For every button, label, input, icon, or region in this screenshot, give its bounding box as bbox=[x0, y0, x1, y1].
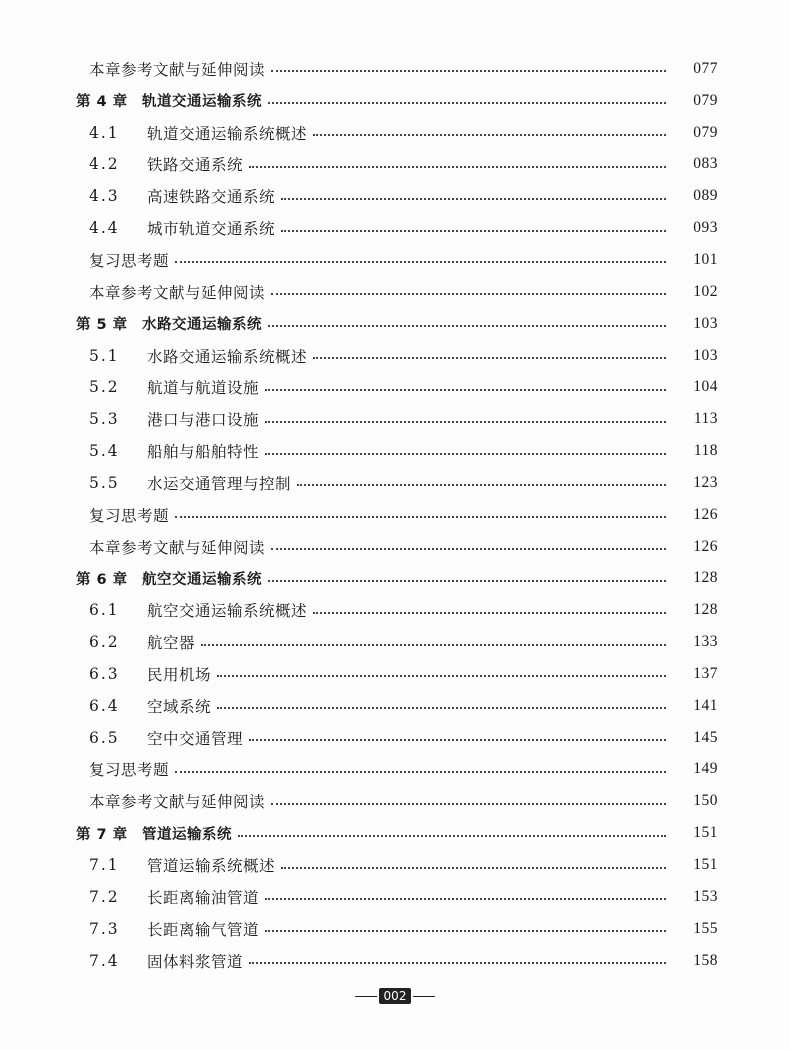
toc-entry-heading bbox=[0, 758, 169, 780]
toc-page-number: 083 bbox=[693, 155, 718, 173]
dot-leader bbox=[265, 420, 666, 423]
section-number: 6.3 bbox=[89, 664, 120, 683]
toc-chapter-row[interactable] bbox=[0, 817, 790, 849]
toc-page-number: 123 bbox=[693, 473, 718, 491]
toc-page-number: 103 bbox=[693, 346, 718, 364]
dot-leader bbox=[217, 674, 666, 677]
dot-leader bbox=[271, 547, 666, 550]
toc-page-number: 089 bbox=[693, 187, 718, 205]
toc-page-number: 103 bbox=[693, 314, 718, 332]
toc-entry-title: 本章参考文献与延伸阅读 bbox=[89, 538, 266, 557]
table-of-contents bbox=[0, 53, 790, 976]
toc-entry-title: 航空器 bbox=[147, 634, 196, 653]
toc-section-row[interactable] bbox=[0, 149, 790, 181]
toc-extra-row[interactable] bbox=[0, 276, 790, 308]
toc-section-row[interactable] bbox=[0, 117, 790, 149]
toc-page-number: 137 bbox=[693, 664, 718, 682]
section-number: 7.1 bbox=[89, 856, 120, 875]
toc-entry-heading bbox=[0, 313, 262, 334]
dot-leader bbox=[268, 101, 666, 104]
toc-entry-heading bbox=[0, 58, 265, 80]
toc-entry-heading bbox=[0, 345, 307, 367]
toc-entry-title: 水路交通运输系统 bbox=[142, 317, 262, 334]
toc-page-number: 149 bbox=[693, 760, 718, 778]
toc-entry-title: 船舶与船舶特性 bbox=[147, 443, 260, 462]
toc-page-number: 141 bbox=[693, 696, 718, 714]
toc-entry-heading bbox=[0, 185, 275, 207]
toc-entry-heading bbox=[0, 153, 243, 175]
footer-rule-left bbox=[355, 996, 377, 997]
toc-entry-title: 复习思考题 bbox=[89, 251, 170, 270]
toc-entry-title: 水运交通管理与控制 bbox=[147, 474, 292, 493]
toc-entry-heading bbox=[0, 599, 307, 621]
toc-page-number: 101 bbox=[693, 250, 718, 268]
chapter-label: 第 5 章 bbox=[76, 317, 128, 334]
toc-entry-heading bbox=[0, 376, 259, 398]
toc-entry-title: 空域系统 bbox=[147, 697, 212, 716]
section-number: 7.4 bbox=[89, 951, 120, 970]
toc-page-number: 155 bbox=[693, 919, 718, 937]
toc-section-row[interactable] bbox=[0, 945, 790, 977]
toc-entry-heading bbox=[0, 408, 259, 430]
toc-entry-title: 管道运输系统概述 bbox=[147, 857, 276, 876]
dot-leader bbox=[175, 515, 666, 518]
dot-leader bbox=[265, 388, 666, 391]
toc-entry-title: 固体料浆管道 bbox=[147, 952, 244, 971]
dot-leader bbox=[313, 611, 666, 614]
section-number: 4.4 bbox=[89, 219, 120, 238]
toc-section-row[interactable] bbox=[0, 403, 790, 435]
toc-extra-row[interactable] bbox=[0, 244, 790, 276]
toc-extra-row[interactable] bbox=[0, 531, 790, 563]
toc-entry-heading bbox=[0, 663, 211, 685]
dot-leader bbox=[265, 897, 666, 900]
toc-page-number: 077 bbox=[693, 59, 718, 77]
toc-page-number: 153 bbox=[693, 887, 718, 905]
section-number: 5.5 bbox=[89, 473, 120, 492]
toc-entry-title: 轨道交通运输系统概述 bbox=[147, 124, 308, 143]
toc-entry-title: 本章参考文献与延伸阅读 bbox=[89, 283, 266, 302]
toc-entry-title: 本章参考文献与延伸阅读 bbox=[89, 793, 266, 812]
toc-entry-heading bbox=[0, 950, 243, 972]
toc-entry-title: 轨道交通运输系统 bbox=[142, 94, 262, 111]
toc-entry-heading bbox=[0, 504, 169, 526]
chapter-label: 第 6 章 bbox=[76, 571, 128, 588]
toc-chapter-row[interactable] bbox=[0, 85, 790, 117]
toc-section-row[interactable] bbox=[0, 881, 790, 913]
toc-entry-heading bbox=[0, 440, 259, 462]
toc-page-number: 150 bbox=[693, 792, 718, 810]
dot-leader bbox=[281, 866, 666, 869]
toc-page-number: 118 bbox=[693, 442, 718, 460]
footer-rule-right bbox=[413, 996, 435, 997]
toc-page-number: 133 bbox=[693, 633, 718, 651]
toc-entry-heading bbox=[0, 918, 259, 940]
toc-page-number: 128 bbox=[693, 601, 718, 619]
section-number: 5.4 bbox=[89, 442, 120, 461]
toc-section-row[interactable] bbox=[0, 913, 790, 945]
dot-leader bbox=[265, 452, 666, 455]
toc-page-number: 093 bbox=[693, 219, 718, 237]
toc-section-row[interactable] bbox=[0, 467, 790, 499]
toc-entry-title: 航空交通运输系统 bbox=[142, 571, 262, 588]
section-number: 6.1 bbox=[89, 601, 120, 620]
section-number: 6.2 bbox=[89, 633, 120, 652]
page-footer bbox=[0, 987, 790, 1005]
toc-entry-heading bbox=[0, 727, 243, 749]
toc-section-row[interactable] bbox=[0, 180, 790, 212]
toc-entry-title: 港口与港口设施 bbox=[147, 411, 260, 430]
toc-page-number: 113 bbox=[693, 410, 718, 428]
toc-entry-title: 本章参考文献与延伸阅读 bbox=[89, 60, 266, 79]
dot-leader bbox=[271, 69, 666, 72]
toc-entry-title: 复习思考题 bbox=[89, 761, 170, 780]
chapter-label: 第 7 章 bbox=[76, 826, 128, 843]
dot-leader bbox=[238, 834, 666, 837]
dot-leader bbox=[297, 483, 666, 486]
toc-entry-heading bbox=[0, 90, 262, 111]
dot-leader bbox=[268, 579, 666, 582]
toc-extra-row[interactable] bbox=[0, 499, 790, 531]
toc-section-row[interactable] bbox=[0, 722, 790, 754]
dot-leader bbox=[313, 356, 666, 359]
toc-section-row[interactable] bbox=[0, 435, 790, 467]
toc-page-number: 158 bbox=[693, 951, 718, 969]
section-number: 7.2 bbox=[89, 887, 120, 906]
toc-entry-heading bbox=[0, 281, 265, 303]
toc-page-number: 145 bbox=[693, 728, 718, 746]
toc-entry-heading bbox=[0, 886, 259, 908]
toc-section-row[interactable] bbox=[0, 626, 790, 658]
toc-extra-row[interactable] bbox=[0, 785, 790, 817]
toc-section-row[interactable] bbox=[0, 658, 790, 690]
toc-entry-title: 空中交通管理 bbox=[147, 729, 244, 748]
toc-entry-title: 城市轨道交通系统 bbox=[147, 220, 276, 239]
section-number: 5.3 bbox=[89, 410, 120, 429]
toc-entry-heading bbox=[0, 854, 275, 876]
dot-leader bbox=[201, 643, 666, 646]
section-number: 5.1 bbox=[89, 346, 120, 365]
dot-leader bbox=[217, 706, 666, 709]
chapter-label: 第 4 章 bbox=[76, 94, 128, 111]
toc-chapter-row[interactable] bbox=[0, 308, 790, 340]
dot-leader bbox=[175, 260, 666, 263]
toc-entry-heading bbox=[0, 536, 265, 558]
toc-extra-row[interactable] bbox=[0, 53, 790, 85]
toc-section-row[interactable] bbox=[0, 371, 790, 403]
section-number: 7.3 bbox=[89, 919, 120, 938]
dot-leader bbox=[265, 929, 666, 932]
page-number: 002 bbox=[379, 988, 412, 1004]
toc-entry-heading bbox=[0, 695, 211, 717]
dot-leader bbox=[249, 165, 666, 168]
dot-leader bbox=[313, 133, 666, 136]
toc-section-row[interactable] bbox=[0, 849, 790, 881]
toc-page-number: 126 bbox=[693, 537, 718, 555]
toc-page-number: 102 bbox=[693, 282, 718, 300]
toc-entry-heading bbox=[0, 249, 169, 271]
toc-entry-heading bbox=[0, 217, 275, 239]
section-number: 4.2 bbox=[89, 155, 120, 174]
dot-leader bbox=[281, 197, 666, 200]
toc-entry-title: 航道与航道设施 bbox=[147, 379, 260, 398]
toc-page-number: 151 bbox=[693, 824, 718, 842]
toc-entry-heading bbox=[0, 568, 262, 589]
dot-leader bbox=[281, 229, 666, 232]
toc-entry-heading bbox=[0, 823, 232, 844]
section-number: 6.4 bbox=[89, 696, 120, 715]
toc-entry-title: 高速铁路交通系统 bbox=[147, 188, 276, 207]
toc-entry-heading bbox=[0, 631, 195, 653]
toc-entry-heading bbox=[0, 122, 307, 144]
section-number: 5.2 bbox=[89, 378, 120, 397]
toc-entry-title: 长距离输气管道 bbox=[147, 920, 260, 939]
dot-leader bbox=[249, 738, 666, 741]
toc-page-number: 079 bbox=[693, 123, 718, 141]
toc-entry-title: 航空交通运输系统概述 bbox=[147, 602, 308, 621]
toc-chapter-row[interactable] bbox=[0, 563, 790, 595]
toc-page-number: 151 bbox=[693, 856, 718, 874]
section-number: 4.3 bbox=[89, 187, 120, 206]
toc-entry-heading bbox=[0, 472, 291, 494]
section-number: 4.1 bbox=[89, 123, 120, 142]
toc-entry-title: 长距离输油管道 bbox=[147, 888, 260, 907]
dot-leader bbox=[271, 292, 666, 295]
dot-leader bbox=[268, 324, 666, 327]
toc-section-row[interactable] bbox=[0, 690, 790, 722]
toc-entry-title: 民用机场 bbox=[147, 665, 212, 684]
toc-section-row[interactable] bbox=[0, 594, 790, 626]
section-number: 6.5 bbox=[89, 728, 120, 747]
toc-section-row[interactable] bbox=[0, 340, 790, 372]
dot-leader bbox=[175, 770, 666, 773]
dot-leader bbox=[271, 802, 666, 805]
dot-leader bbox=[249, 961, 666, 964]
toc-page-number: 104 bbox=[693, 378, 718, 396]
toc-page-number: 128 bbox=[693, 569, 718, 587]
toc-page-number: 079 bbox=[693, 91, 718, 109]
toc-entry-title: 水路交通运输系统概述 bbox=[147, 347, 308, 366]
toc-page-number: 126 bbox=[693, 505, 718, 523]
toc-extra-row[interactable] bbox=[0, 754, 790, 786]
toc-entry-title: 铁路交通系统 bbox=[147, 156, 244, 175]
toc-entry-title: 复习思考题 bbox=[89, 506, 170, 525]
toc-section-row[interactable] bbox=[0, 212, 790, 244]
toc-entry-heading bbox=[0, 790, 265, 812]
toc-entry-title: 管道运输系统 bbox=[142, 826, 232, 843]
